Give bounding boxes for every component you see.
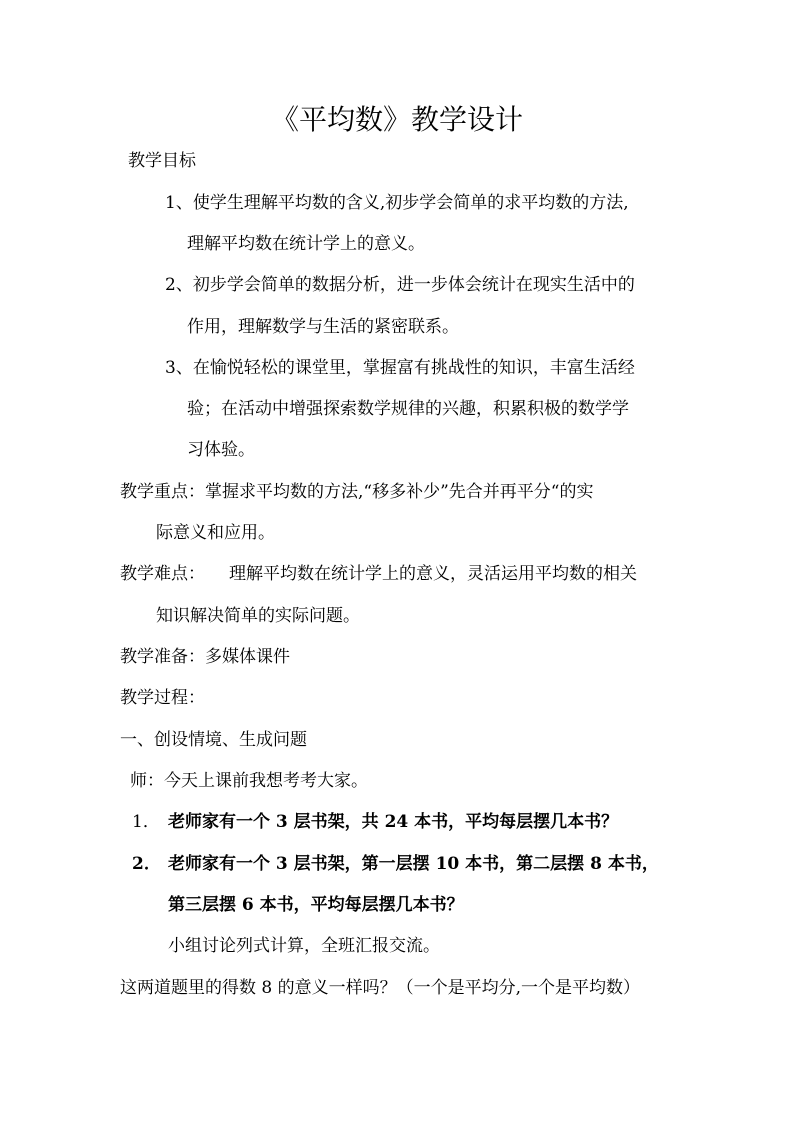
key-point-line2: 际意义和应用。 [156,523,275,543]
objective-1 [165,192,629,214]
problem-2-line2: 第三层摆 6 本书，平均每层摆几本书？ [168,895,464,915]
document-title: 《平均数》教学设计 [270,103,523,136]
objective-3-number: 3、 [165,358,193,378]
problem-1 [132,811,618,833]
objective-1-number: 1、 [165,193,193,213]
objective-2-number: 2、 [165,275,193,295]
preparation: 教学准备：多媒体课件 [120,647,290,667]
problem-1-number: 1． [132,812,160,832]
teacher-line: 师：今天上课前我想考考大家。 [130,771,368,791]
objective-3 [165,357,635,379]
process-heading: 教学过程： [120,688,205,708]
objective-3-line1: 在愉悦轻松的课堂里，掌握富有挑战性的知识，丰富生活经 [192,358,635,378]
objective-2-line2: 作用，理解数学与生活的紧密联系。 [187,317,459,337]
question: 这两道题里的得数 8 的意义一样吗？（一个是平均分,一个是平均数） [120,978,641,998]
objective-1-line2: 理解平均数在统计学上的意义。 [187,234,425,254]
objective-3-line3: 习体验。 [187,440,255,460]
objectives-heading: 教学目标 [128,151,196,171]
problem-2-text: 老师家有一个 3 层书架，第一层摆 10 本书，第二层摆 8 本书， [168,854,659,874]
objective-2-line1: 初步学会简单的数据分析，进一步体会统计在现实生活中的 [192,275,635,295]
difficulty-text: 理解平均数在统计学上的意义，灵活运用平均数的相关 [229,564,637,584]
key-point-line1: 教学重点：掌握求平均数的方法,“移多补少”先合并再平分“的实 [120,482,594,502]
difficulty-line1 [120,563,637,585]
difficulty-label: 教学难点： [120,564,205,584]
discussion: 小组讨论列式计算，全班汇报交流。 [168,936,440,956]
objective-2 [165,274,635,296]
problem-2 [132,853,659,875]
objective-3-line2: 验；在活动中增强探索数学规律的兴趣，积累积极的数学学 [187,399,629,419]
difficulty-line2: 知识解决简单的实际问题。 [156,606,360,626]
section-1-heading: 一、创设情境、生成问题 [120,730,307,750]
problem-2-number: 2． [132,854,161,874]
problem-1-text: 老师家有一个 3 层书架，共 24 本书，平均每层摆几本书？ [168,812,619,832]
objective-1-line1: 使学生理解平均数的含义,初步学会简单的求平均数的方法, [192,193,629,213]
